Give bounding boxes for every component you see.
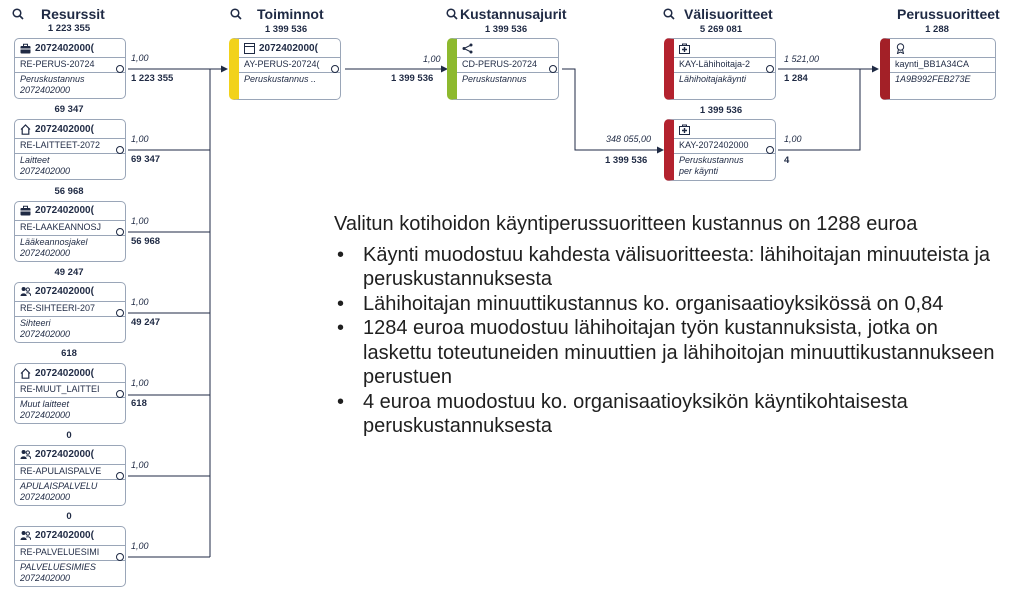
node-total: 1 399 536 <box>699 105 743 116</box>
node-code: RE-PERUS-20724 <box>15 57 125 73</box>
list-item: • Käynti muodostuu kahdesta välisuoritteesta: lähihoitajan minuuteista ja peruskustannuksesta <box>334 243 1004 292</box>
column-heading-toiminnot <box>230 5 324 23</box>
node-total: 5 269 081 <box>699 24 743 35</box>
node-description: Laitteet <box>20 155 50 166</box>
home-icon <box>20 124 31 135</box>
column-heading-kustannusajurit <box>446 5 567 23</box>
node-description: 1A9B992FEB273E <box>895 74 971 84</box>
edge-value: 4 <box>784 155 790 166</box>
edge-label: 1,00 <box>131 459 149 470</box>
explanation-text <box>334 212 1004 439</box>
node-id: 2072402000( <box>259 42 318 54</box>
node-description: Sihteeri <box>20 317 51 328</box>
edge-label: 348 055,00 <box>606 134 652 144</box>
node-code: RE-LAAKEANNOSJ <box>15 220 125 236</box>
node-code: kaynti_BB1A34CA <box>890 57 995 73</box>
resource-node[interactable] <box>14 445 126 506</box>
resource-node[interactable] <box>14 526 126 587</box>
search-icon[interactable] <box>230 8 242 20</box>
edge-label: 1,00 <box>131 134 149 145</box>
edge-value: 1 399 536 <box>605 155 648 166</box>
people-icon <box>20 286 31 297</box>
column-heading-label: Toiminnot <box>257 6 324 22</box>
resource-node[interactable] <box>14 282 126 343</box>
node-id: 2072402000( <box>35 205 94 217</box>
edge-label: 1,00 <box>131 378 149 389</box>
node-description: PALVELUESIMIES <box>20 561 96 572</box>
node-description: 2072402000 <box>20 85 71 95</box>
output-port[interactable] <box>766 65 774 73</box>
table-icon <box>244 43 255 54</box>
edge-label: 1,00 <box>423 54 441 64</box>
column-heading-label: Kustannusajurit <box>460 6 567 22</box>
node-id: 2072402000( <box>35 530 94 542</box>
edge-value: 618 <box>131 398 147 410</box>
search-icon[interactable] <box>663 8 675 20</box>
people-icon <box>20 530 31 541</box>
node-description: 2072402000 <box>20 572 71 583</box>
node-id: 2072402000( <box>35 42 94 54</box>
edge-value: 1 399 536 <box>391 73 434 84</box>
node-code: KAY-Lähihoitaja-2 <box>674 57 775 73</box>
award-icon <box>895 43 906 54</box>
node-total: 0 <box>66 510 72 522</box>
output-port[interactable] <box>116 65 124 73</box>
search-icon[interactable] <box>446 8 458 20</box>
node-description: Peruskustannus <box>20 74 85 84</box>
column-heading-resurssit <box>12 5 105 23</box>
resource-node[interactable] <box>14 38 126 99</box>
node-total: 1 399 536 <box>484 24 528 35</box>
node-code: RE-LAITTEET-2072 <box>15 138 125 154</box>
node-total: 1 399 536 <box>264 24 308 35</box>
node-description: 2072402000 <box>20 410 71 421</box>
column-heading-valisuoritteet <box>663 5 773 23</box>
edge-label: 1,00 <box>131 53 149 63</box>
node-code: RE-PALVELUESIMI <box>15 545 125 561</box>
node-code: RE-MUUT_LAITTEI <box>15 382 125 398</box>
briefcase-icon <box>20 43 31 54</box>
activity-node[interactable] <box>229 38 341 100</box>
node-id: 2072402000( <box>35 123 94 135</box>
node-description: Lähihoitajakäynti <box>679 74 747 84</box>
intermediate-node[interactable] <box>664 119 776 181</box>
search-icon[interactable] <box>12 8 24 20</box>
node-id: 2072402000( <box>35 367 94 379</box>
output-port[interactable] <box>116 309 124 317</box>
node-code: AY-PERUS-20724( <box>239 57 340 73</box>
node-description: Peruskustannus <box>679 155 744 165</box>
output-port[interactable] <box>116 472 124 480</box>
list-item: • 4 euroa muodostuu ko. organisaatioyksikön käyntikohtaisesta peruskustannuksesta <box>334 390 1004 439</box>
list-item: • Lähihoitajan minuuttikustannus ko. organisaatioyksikössä on 0,84 <box>334 292 1004 317</box>
column-heading-perussuoritteet <box>897 5 1000 23</box>
node-code: RE-SIHTEERI-207 <box>15 301 125 317</box>
node-code: RE-APULAISPALVE <box>15 464 125 480</box>
column-heading-label: Välisuoritteet <box>684 6 773 22</box>
node-id: 2072402000( <box>35 449 94 460</box>
edge-label: 1,00 <box>784 134 802 144</box>
home-icon <box>20 368 31 379</box>
intermediate-node[interactable] <box>664 38 776 100</box>
node-description: 2072402000 <box>20 166 71 177</box>
column-heading-label: Resurssit <box>41 6 105 22</box>
node-description: Peruskustannus <box>462 74 527 84</box>
node-total: 618 <box>61 348 77 360</box>
explanation-heading: Valitun kotihoidon käyntiperussuoritteen kustannus on 1288 euroa <box>334 213 918 235</box>
edge-label: 1,00 <box>131 215 149 226</box>
node-description: 2072402000 <box>20 491 71 502</box>
node-total: 1 223 355 <box>47 23 91 34</box>
medical-icon <box>679 124 690 135</box>
node-description: 2072402000 <box>20 328 71 339</box>
resource-node[interactable] <box>14 201 126 262</box>
node-description: per käynti <box>679 166 719 176</box>
node-total: 49 247 <box>54 266 84 278</box>
edge-value: 1 223 355 <box>131 73 174 84</box>
share-icon <box>462 43 473 54</box>
node-total: 1 288 <box>925 24 949 35</box>
output-port[interactable] <box>331 65 339 73</box>
explanation-list <box>334 243 1004 439</box>
briefcase-icon <box>20 205 31 216</box>
edge-value: 69 347 <box>131 154 161 166</box>
resource-node[interactable] <box>14 119 126 180</box>
edge-label: 1,00 <box>131 540 149 551</box>
edge-label: 1,00 <box>131 296 149 307</box>
node-description: Peruskustannus .. <box>244 74 317 84</box>
node-code: KAY-2072402000 <box>674 138 775 154</box>
node-description: 2072402000 <box>20 247 71 258</box>
node-code: CD-PERUS-20724 <box>457 57 558 73</box>
node-total: 56 968 <box>54 185 84 197</box>
edge-value: 56 968 <box>131 235 161 247</box>
medical-icon <box>679 43 690 54</box>
final-node[interactable] <box>880 38 996 100</box>
node-id: 2072402000( <box>35 286 94 298</box>
edge-label: 1 521,00 <box>784 54 820 64</box>
node-description: APULAISPALVELU <box>20 480 98 491</box>
people-icon <box>20 449 31 460</box>
output-port[interactable] <box>116 228 124 236</box>
node-total: 0 <box>66 429 72 441</box>
output-port[interactable] <box>549 65 557 73</box>
driver-node[interactable] <box>447 38 559 100</box>
node-total: 69 347 <box>54 104 84 116</box>
edge-value: 1 284 <box>784 73 808 84</box>
output-port[interactable] <box>116 553 124 561</box>
node-description: Muut laitteet <box>20 399 70 410</box>
column-heading-label: Perussuoritteet <box>897 6 1000 22</box>
resource-node[interactable] <box>14 363 126 424</box>
list-item: • 1284 euroa muodostuu lähihoitajan työn kustannuksista, jotka on laskettu toteutuneiden minuuttien ja lähihoitojan minuuttikustannukseen perustuen <box>334 316 1004 390</box>
edge-value: 49 247 <box>131 316 161 328</box>
output-port[interactable] <box>766 146 774 154</box>
node-description: Lääkeannosjakel <box>20 236 88 247</box>
